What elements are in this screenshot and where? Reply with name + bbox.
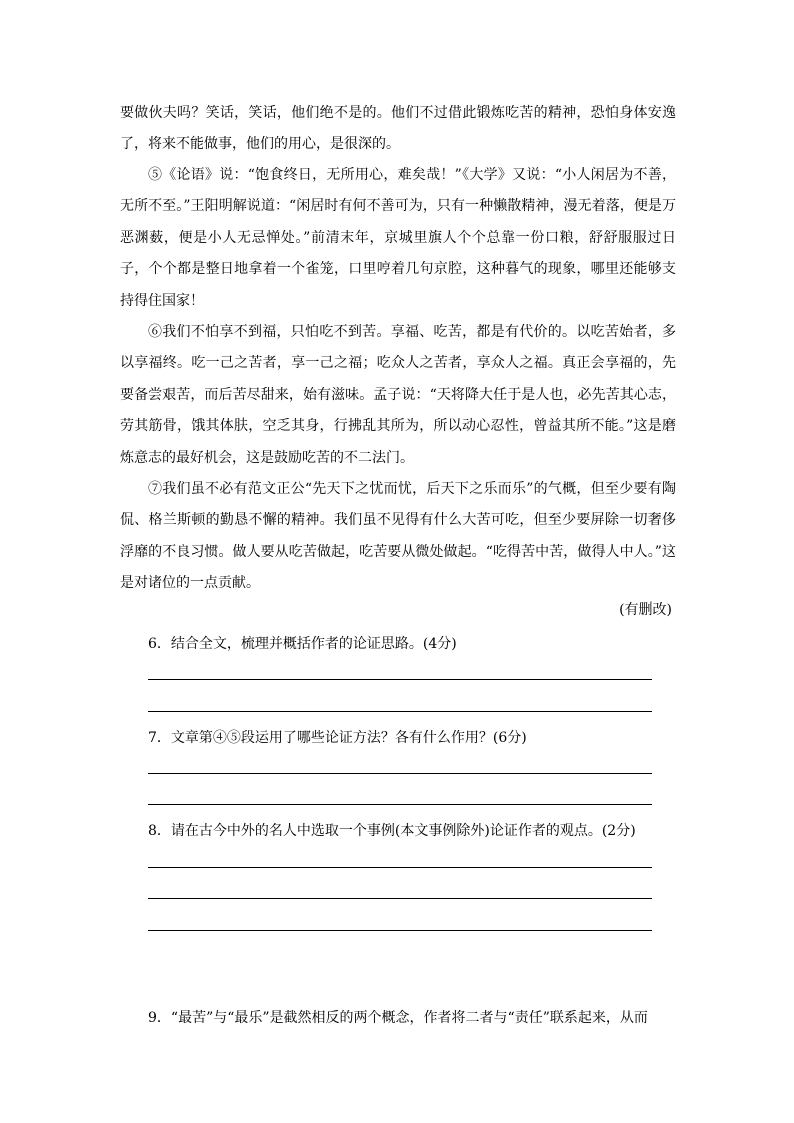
article-paragraph-continued: 要做伙夫吗？笑话，笑话，他们绝不是的。他们不过借此锻炼吃苦的精神，恐怕身体安逸了，将来不能做事，他们的用心，是很深的。 (120, 105, 676, 153)
article-paragraph-7: ⑦我们虽不必有范文正公“先天下之忧而忧，后天下之乐而乐”的气概，但至少要有陶侃、格兰斯顿的勤恳不懈的精神。我们虽不见得有什么大苦可吃，但至少要屏除一切奢侈浮靡的不良习惯。做人要从吃苦做起，吃苦要从微处做起。“吃得苦中苦，做得人中人。”这是对诸位的一点贡献。 (120, 481, 676, 592)
article-paragraph-5: ⑤《论语》说：“饱食终日，无所用心，难矣哉！”《大学》又说：“小人闲居为不善，无所不至。”王阳明解说道：“闲居时有何不善可为，只有一种懒散精神，漫无着落，便是万恶渊薮，便是小人无忌惮处。”前清末年，京城里旗人个个总靠一份口粮，舒舒服服过日子，个个都是整日地拿着一个雀笼，口里哼着几句京腔，这种暮气的现象，哪里还能够支持得住国家！ (120, 167, 676, 309)
answer-line[interactable] (148, 773, 652, 774)
answer-line[interactable] (148, 711, 652, 712)
question-8: 8．请在古今中外的名人中选取一个事例(本文事例除外)论证作者的观点。(2分) (148, 823, 636, 839)
question-9: 9．“最苦”与“最乐”是截然相反的两个概念，作者将二者与“责任”联系起来，从而 (148, 1010, 648, 1026)
answer-line[interactable] (148, 930, 652, 931)
question-7: 7．文章第④⑤段运用了哪些论证方法？各有什么作用？(6分) (148, 730, 527, 746)
answer-line[interactable] (148, 898, 652, 899)
answer-line[interactable] (148, 867, 652, 868)
answer-line[interactable] (148, 679, 652, 680)
article-paragraph-6: ⑥我们不怕享不到福，只怕吃不到苦。享福、吃苦，都是有代价的。以吃苦始者，多以享福终。吃一己之苦者，享一己之福；吃众人之苦者，享众人之福。真正会享福的，先要备尝艰苦，而后苦尽甜来，始有滋味。孟子说：“天将降大任于是人也，必先苦其心志，劳其筋骨，饿其体肤，空乏其身，行拂乱其所为，所以动心忍性，曾益其所不能。”这是磨炼意志的最好机会，这是鼓励吃苦的不二法门。 (120, 324, 676, 466)
answer-line[interactable] (148, 804, 652, 805)
question-6: 6．结合全文，梳理并概括作者的论证思路。(4分) (148, 636, 457, 652)
source-note: (有删改) (619, 602, 672, 618)
